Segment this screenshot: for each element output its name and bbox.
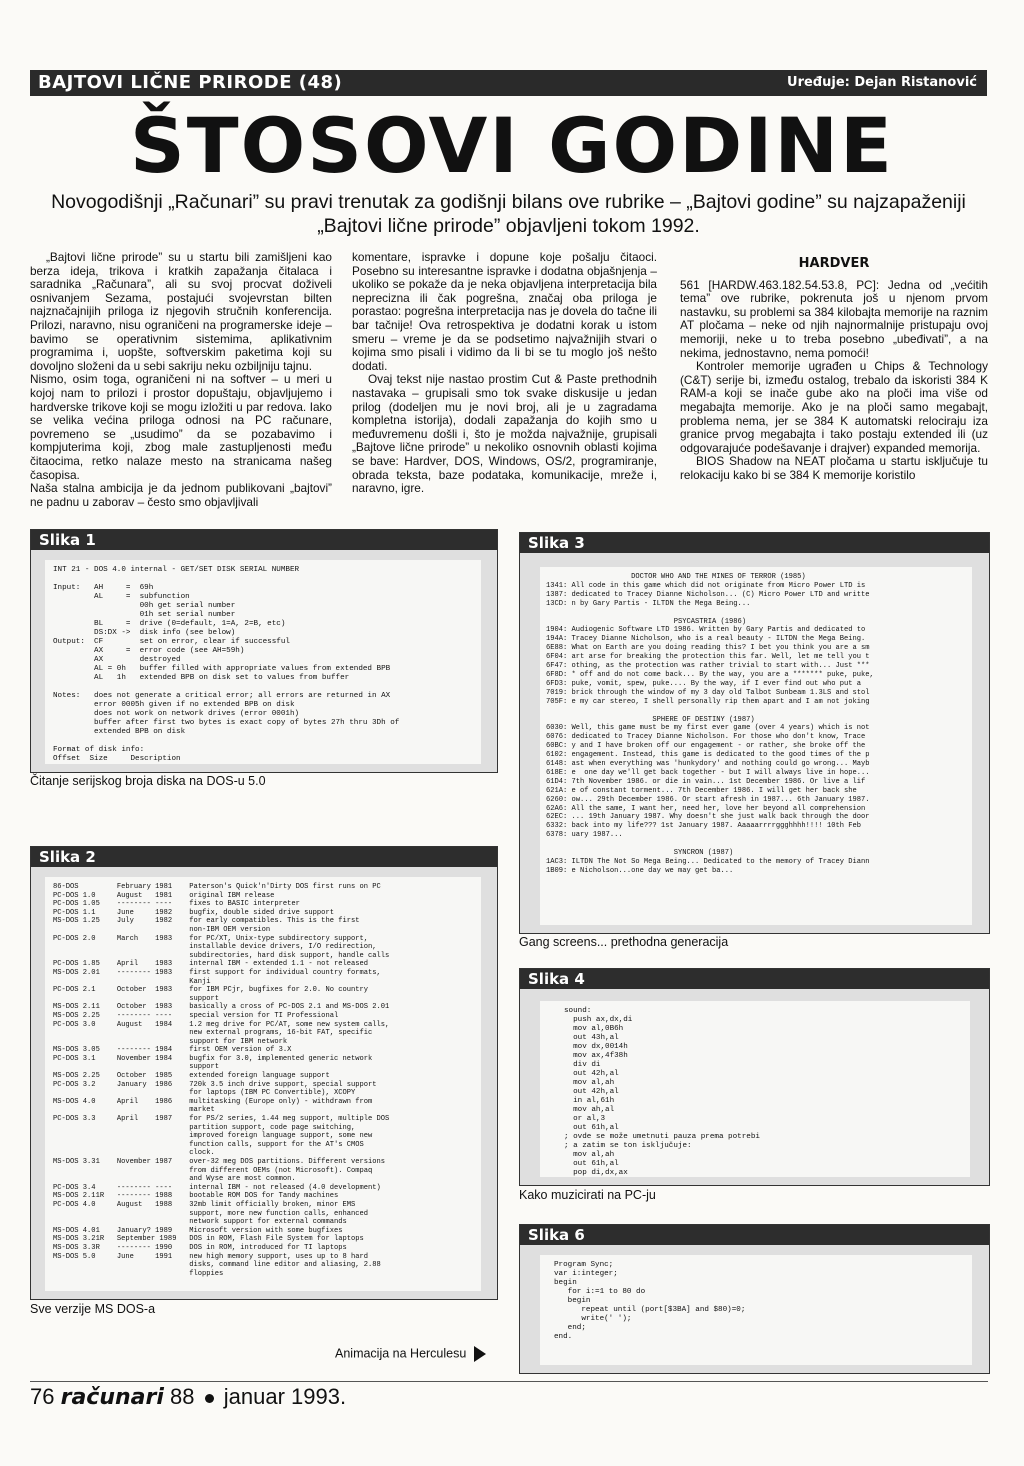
code-listing [540,1001,970,1177]
figure-label: Slika 6 [520,1225,989,1245]
paragraph: 561 [HARDW.463.182.54.53.8, PC]: Jedna od „većitih tema” ove rubrike, pokrenuta još u njenom prvom nastavku, su problemi sa 384 kilobajta memorije na raznim AT pločama – neke od njih najnormalnije pristupaju ovoj memoriji, neke u to treba posebno „ubeđivati”, a na nekima, jednostavno, nema pomoći! [680,277,988,360]
figure-caption-pointer [335,1346,486,1362]
code-listing [45,877,481,1291]
figure-slika-4 [519,968,990,1186]
code-text: INT 21 - DOS 4.0 internal - GET/SET DISK SERIAL NUMBER Input: AH = 69h AL = subfunction 00h get serial number 01h set serial number BL = drive (0=default, 1=A, 2=B, etc) DS:DX -> disk info (see below) Output: CF set on error, clear if successful AX = error code (see AH=59h) AX destroyed AL = 0h buffer filled with appropriate values from extended BPB AL 1h extended BPB on disk set to values from buffer Notes: does not generate a critical error; all errors are returned in AX error 0005h given if no extended BPB on disk does not work on network drives (error 0001h) buffer after first two bytes is exact copy of bytes 27h thru 3Dh of extended BPB on disk Format of disk info: Offset Size Description [53,566,400,763]
figure-caption: Sve verzije MS DOS-a [30,1302,156,1316]
figure-label: Slika 4 [520,969,989,989]
editor-credit: Uređuje: Dejan Ristanović [787,75,977,90]
text-column-1 [30,251,332,509]
text-column-3 [680,251,988,483]
page-footer [30,1384,346,1410]
magazine-logo: računari [60,1385,164,1410]
code-listing [45,560,481,764]
paragraph: Kontroler memorije ugrađen u Chips & Technology (C&T) serije bi, između ostalog, trebalo da iskoristi 384 K RAM-a koji se inače gube ako na ploči ima više od megabajta memorije. Ako je na ploči samo megabajt, problema nema, jer se 384 K automatski relociraju iza granice prvog megabajta i tako postaju extended ili (uz odgovarajuće podešavanje i drajver) expanded memorija. [680,359,988,455]
figure-caption: Čitanje serijskog broja diska na DOS-u 5.0 [30,774,266,788]
section-heading-hardver: HARDVER [798,256,870,271]
paragraph: Ovaj tekst nije nastao prostim Cut & Paste prethodnih nastavaka – grupisali smo tok svake diskusije u jedan prilog (dodeljen mu je novi broj, ali je u zagradama kompletna istorija), dodali zapažanja do kojih smo u međuvremenu došli i, što je možda najvažnije, grupisali „Bajtove lične prirode” u nekoliko osnovnih oblasti kojima se bave: Hardver, DOS, Windows, OS/2, programiranje, obrada teksta, baze podataka, komunikacije, mreže i, naravno, igre. [352,372,657,496]
paragraph: Nismo, osim toga, ograničeni ni na softver – u meri u kojoj nam to prilozi i prostor dopuštaju, objavljujemo i hardverske trikove koji se mogu izložiti u par redova. Iako se velika većina priloga odnosi na PC računare, povremeno se „usudimo” da se pozabavimo i kompjuterima koji, zbog male zastupljenosti među čitaocima, retko nalaze mesto na stranicama našeg časopisa. [30,372,332,482]
code-listing [540,1255,972,1365]
figure-label: Slika 1 [31,530,497,550]
section-title: BAJTOVI LIČNE PRIRODE (48) [38,72,343,93]
issue-number: 88 [170,1384,195,1409]
code-text: DOCTOR WHO AND THE MINES OF TERROR (1985) 1341: All code in this game which did not originate from Micro Power LTD is 1387: dedicated to Tracey Dianne Nicholson... (C) Micro Power LTD and writte 13CD: n by Gary Partis - ILTDN the Mega Being... PSYCASTRIA (1986) 1904: Audiogenic Software LTD 1986. Written by Gary Partis and dedicated to 194A: Tracey Dianne Nicholson, who is a real beauty - ILTDN the Mega Being. 6E88: What on Earth are you doing reading this? I bet you think you are a sm 6F04: art arse for breaking the protection this far. Well, let me tell you t 6F47: othing, as the protection was rather trivial to start with... Just *** 6F8D: * off and do not come back... By the way, you are a ******* puke, puke, 6FD3: puke, vomit, spew, puke.... By the way, if I ever find out who put a 7019: brick through the window of my 3 day old Talbot Sunbeam 1.3LS and stol 705F: e my car stereo, I shell personally rip them apart and I am not joking SPHERE OF DESTINY (1987) 6030: Well, this game must be my first ever game (over 4 years) which is not 6076: dedicated to Tracey Dianne Nicholson. For those who don't know, Trace 60BC: y and I have broken off our engagement - or rather, she broke off the 6102: engagement. Instead, this game is dedicated to the good times of the p 6148: ast when everything was 'hunkydory' and nothing could go wrong... Mayb 618E: e one day we'll get back together - but I will always live in hope... 61D4: 7th November 1986. or die in vain... 1st December 1986. Or live a lif 621A: e of constant torment... 7th December 1986. I will get her back she 6260: ow... 29th December 1986. Or start afresh in 1987... 6th January 1987. 62A6: All the same, I want her, need her, love her beyond all comprehension 62EC: ... 19th January 1987. Why doesn't she just walk back through the door 6332: back into my life??? 1st January 1987. Aaaaarrrrggghhhh!!!! 10th Feb 6378: uary 1987... SYNCRON (1987) 1AC3: ILTDN The Not So Mega Being... Dedicated to the memory of Tracey Diann 1B09: e Nicholson...one day we may get ba... [546,573,874,875]
section-header-bar [30,70,987,96]
paragraph: Naša stalna ambicija je da jednom publikovani „bajtovi” ne padnu u zaborav – često smo objavljivali [30,481,332,509]
code-listing [540,567,972,925]
article-title: ŠTOSOVI GODINE [130,101,894,190]
figure-label: Slika 2 [31,847,497,867]
figure-caption: Animacija na Herculesu [335,1346,467,1361]
code-text: 86-DOS February 1981 Paterson's Quick'n'Dirty DOS first runs on PC PC-DOS 1.0 August 1981 original IBM release PC-DOS 1.05 -------- ---- fixes to BASIC interpreter PC-DOS 1.1 June 1982 bugfix, double sided drive support MS-DOS 1.25 July 1982 for early compatibles. This is the first non-IBM OEM version PC-DOS 2.0 March 1983 for PC/XT, Unix-type subdirectory support, installable device drivers, I/O redirection, subdirectories, hard disk support, handle calls PC-DOS 1.85 April 1983 internal IBM - extended 1.1 - not released MS-DOS 2.01 -------- 1983 first support for individual country formats, Kanji PC-DOS 2.1 October 1983 for IBM PCjr, bugfixes for 2.0. No country support MS-DOS 2.11 October 1983 basically a cross of PC-DOS 2.1 and MS-DOS 2.01 MS-DOS 2.25 -------- ---- special version for TI Professional PC-DOS 3.0 August 1984 1.2 meg drive for PC/AT, some new system calls, new external programs, 16-bit FAT, specific support for IBM network MS-DOS 3.05 -------- 1984 first OEM version of 3.X PC-DOS 3.1 November 1984 bugfix for 3.0, implemented generic network support MS-DOS 2.25 October 1985 extended foreign language support PC-DOS 3.2 January 1986 720k 3.5 inch drive support, special support for laptops (IBM PC Convertible), XCOPY MS-DOS 4.0 April 1986 multitasking (Europe only) - withdrawn from market PC-DOS 3.3 April 1987 for PS/2 series, 1.44 meg support, multiple DOS partition support, code page switching, improved foreign language support, some new function calls, support for the AT's CMOS clock. MS-DOS 3.31 November 1987 over-32 meg DOS partitions. Different versions from different OEMs (not Microsoft). Compaq and Wyse are most common. PC-DOS 3.4 -------- ---- internal IBM - not released (4.0 development) MS-DOS 2.11R -------- 1988 bootable ROM DOS for Tandy machines PC-DOS 4.0 August 1988 32mb limit officially broken, minor EMS support, more new function calls, enhanced network support for external commands MS-DOS 4.01 January? 1989 Microsoft version with some bugfixes MS-DOS 3.21R September 1989 DOS in ROM, Flash File System for laptops MS-DOS 3.3R -------- 1990 DOS in ROM, introduced for TI laptops MS-DOS 5.0 June 1991 new high memory support, uses up to 8 hard disks, command line editor and aliasing, 2.88 floppies [53,883,390,1278]
figure-label: Slika 3 [520,533,989,553]
text-column-2 [352,251,657,496]
paragraph: BIOS Shadow na NEAT pločama u startu isključuje tu relokaciju kako bi se 384 K memorije koristilo [680,454,988,482]
footer-rule [30,1381,988,1382]
bullet-icon [205,1394,214,1403]
paragraph: komentare, ispravke i dopune koje pošalju čitaoci. Posebno su interesantne ispravke i dodatna objašnjenja – ukoliko se pokaže da je neka objavljena interpretacija bila neprecizna ili čak pogrešna, značaj oba priloga je porastao: pogrešna interpretacija nas je dovela do tačne ili bar tačnije! Ova retrospektiva je dodatni korak u istom smeru – vreme je da se podsetimo najvažnijih stvari o kojima smo pisali i vidimo da li bi se tu moglo još nešto dodati. [352,250,657,373]
figure-slika-3 [519,532,990,934]
paragraph: „Bajtovi lične prirode” su u startu bili zamišljeni kao berza ideja, trikova i kratkih zapažanja čitalaca i saradnika „Računara”, ali su svoj procvat doživeli osnivanjem Sezama, postajući svojevrstan bilten najznačajnijih priloga iz njegovih stručnih konferencija. Prilozi, naravno, nisu ograničeni na programerske ideje – bavimo se operativnim sistemima, aplikativnim programima i, uopšte, softverskim paketima koji su dovoljno složeni da u sebi sakriju neku ozbiljniju tajnu. [30,250,332,373]
figure-caption: Gang screens... prethodna generacija [519,935,729,949]
figure-caption: Kako muzicirati na PC-ju [519,1188,656,1202]
figure-slika-1 [30,529,498,773]
arrow-right-icon [474,1346,486,1362]
code-text: Program Sync; var i:integer; begin for i:=1 to 80 do begin repeat until (port[$3BA] and $80)=0; write(' '); end; end. [554,1261,746,1341]
figure-slika-2 [30,846,498,1300]
code-text: sound: push ax,dx,di mov al,0B6h out 43h,al mov dx,0014h mov ax,4f38h div di out 42h,al mov al,ah out 42h,al in al,61h mov ah,al or al,3 out 61h,al ; ovde se može umetnuti pauza prema potrebi ; a zatim se ton isključuje: mov al,ah out 61h,al pop di,dx,ax [564,1007,760,1177]
issue-date: januar 1993. [223,1384,347,1409]
page-number: 76 [30,1384,55,1409]
article-lead: Novogodišnji „Računari” su pravi trenutak za godišnji bilans ove rubrike – „Bajtovi godine” su najzapaženiji „Bajtovi lične prirode” objavljeni tokom 1992. [51,191,966,237]
figure-slika-6 [519,1224,990,1374]
